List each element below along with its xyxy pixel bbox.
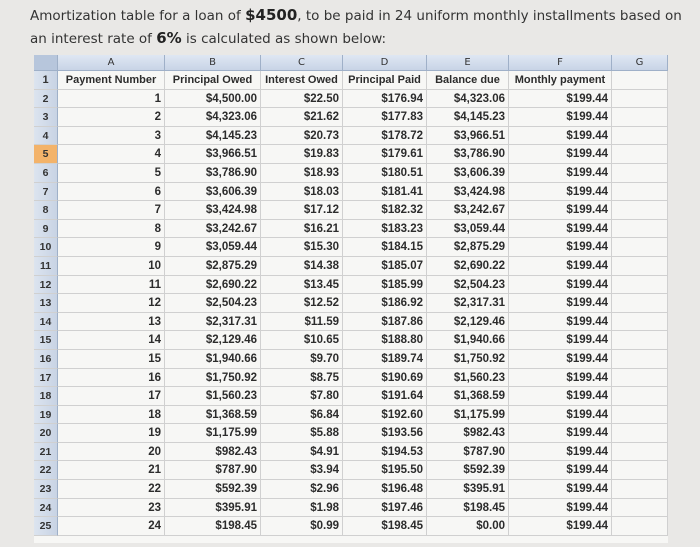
data-cell[interactable]: $1,940.66: [165, 350, 261, 369]
interest-rate: 6%: [156, 29, 182, 47]
data-cell[interactable]: $199.44: [509, 517, 612, 536]
data-cell[interactable]: $199.44: [509, 350, 612, 369]
table-row: [34, 313, 668, 332]
data-cell[interactable]: [612, 238, 668, 257]
data-cell[interactable]: 5: [58, 164, 165, 183]
data-cell[interactable]: $198.45: [165, 517, 261, 536]
table-row: [34, 276, 668, 295]
spreadsheet-grid[interactable]: [34, 71, 668, 536]
data-cell[interactable]: 17: [58, 387, 165, 406]
intro-line2-post: is calculated as shown below:: [186, 31, 387, 47]
data-cell[interactable]: $181.41: [343, 183, 427, 202]
data-cell[interactable]: 20: [58, 443, 165, 462]
data-cell[interactable]: $199.44: [509, 108, 612, 127]
data-cell[interactable]: $2.96: [261, 480, 343, 499]
data-cell[interactable]: [612, 443, 668, 462]
data-cell[interactable]: $199.44: [509, 406, 612, 425]
row-number[interactable]: 10: [34, 238, 58, 257]
data-cell[interactable]: $18.03: [261, 183, 343, 202]
table-row: [34, 294, 668, 313]
row-number[interactable]: 11: [34, 257, 58, 276]
data-cell[interactable]: $10.65: [261, 331, 343, 350]
data-cell[interactable]: $20.73: [261, 127, 343, 146]
data-cell[interactable]: $14.38: [261, 257, 343, 276]
data-cell[interactable]: [612, 499, 668, 518]
header-cell[interactable]: Principal Owed: [165, 71, 261, 90]
data-cell[interactable]: $395.91: [165, 499, 261, 518]
data-cell[interactable]: $178.72: [343, 127, 427, 146]
data-cell[interactable]: $3.94: [261, 461, 343, 480]
data-cell[interactable]: $199.44: [509, 369, 612, 388]
column-header-bar: [34, 55, 668, 71]
header-cell[interactable]: Principal Paid: [343, 71, 427, 90]
data-cell[interactable]: $8.75: [261, 369, 343, 388]
data-cell[interactable]: $1,368.59: [427, 387, 509, 406]
data-cell[interactable]: $189.74: [343, 350, 427, 369]
data-cell[interactable]: 19: [58, 424, 165, 443]
data-cell[interactable]: $787.90: [165, 461, 261, 480]
table-row: [34, 350, 668, 369]
data-cell[interactable]: $197.46: [343, 499, 427, 518]
data-cell[interactable]: $1,750.92: [427, 350, 509, 369]
intro-line-2: [30, 27, 690, 50]
data-cell[interactable]: 9: [58, 238, 165, 257]
data-cell[interactable]: $184.15: [343, 238, 427, 257]
data-cell[interactable]: [612, 183, 668, 202]
row-number[interactable]: 13: [34, 294, 58, 313]
data-cell[interactable]: $2,317.31: [427, 294, 509, 313]
table-row: [34, 127, 668, 146]
row-number[interactable]: 25: [34, 517, 58, 536]
data-cell[interactable]: $4,145.23: [165, 127, 261, 146]
data-cell[interactable]: [612, 108, 668, 127]
data-cell[interactable]: $3,786.90: [165, 164, 261, 183]
column-header-d[interactable]: D: [343, 55, 427, 71]
data-cell[interactable]: [612, 480, 668, 499]
table-row: [34, 369, 668, 388]
data-cell[interactable]: $198.45: [343, 517, 427, 536]
data-cell[interactable]: $2,317.31: [165, 313, 261, 332]
data-cell[interactable]: 18: [58, 406, 165, 425]
data-cell[interactable]: $22.50: [261, 90, 343, 109]
data-cell[interactable]: $199.44: [509, 145, 612, 164]
column-header-a[interactable]: A: [58, 55, 165, 71]
row-number[interactable]: 15: [34, 331, 58, 350]
row-number[interactable]: 6: [34, 164, 58, 183]
data-cell[interactable]: 24: [58, 517, 165, 536]
data-cell[interactable]: $3,606.39: [165, 183, 261, 202]
data-cell[interactable]: 14: [58, 331, 165, 350]
data-cell[interactable]: 4: [58, 145, 165, 164]
data-cell[interactable]: $199.44: [509, 127, 612, 146]
data-cell[interactable]: [612, 145, 668, 164]
data-cell[interactable]: $21.62: [261, 108, 343, 127]
data-cell[interactable]: [612, 127, 668, 146]
data-cell[interactable]: $1,940.66: [427, 331, 509, 350]
data-cell[interactable]: $1,175.99: [165, 424, 261, 443]
data-cell[interactable]: $199.44: [509, 164, 612, 183]
data-cell[interactable]: $199.44: [509, 201, 612, 220]
data-cell[interactable]: $1,560.23: [165, 387, 261, 406]
header-cell[interactable]: Interest Owed: [261, 71, 343, 90]
row-number[interactable]: 9: [34, 220, 58, 239]
table-row: [34, 480, 668, 499]
data-cell[interactable]: [612, 313, 668, 332]
data-cell[interactable]: $3,606.39: [427, 164, 509, 183]
data-cell[interactable]: $3,424.98: [165, 201, 261, 220]
intro-line1-pre: Amortization table for a loan of: [30, 8, 241, 24]
table-row: [34, 517, 668, 536]
column-header-g[interactable]: G: [612, 55, 668, 71]
column-header-b[interactable]: B: [165, 55, 261, 71]
data-cell[interactable]: $199.44: [509, 276, 612, 295]
data-cell[interactable]: $198.45: [427, 499, 509, 518]
loan-amount: $4500: [245, 6, 298, 24]
table-row: [34, 108, 668, 127]
data-cell[interactable]: [612, 276, 668, 295]
data-cell[interactable]: $17.12: [261, 201, 343, 220]
data-cell[interactable]: $3,242.67: [427, 201, 509, 220]
data-cell[interactable]: $12.52: [261, 294, 343, 313]
row-number[interactable]: 2: [34, 90, 58, 109]
data-cell[interactable]: $2,875.29: [165, 257, 261, 276]
data-cell[interactable]: $6.84: [261, 406, 343, 425]
header-cell[interactable]: [612, 71, 668, 90]
data-cell[interactable]: $176.94: [343, 90, 427, 109]
data-cell[interactable]: $18.93: [261, 164, 343, 183]
data-cell[interactable]: $13.45: [261, 276, 343, 295]
data-cell[interactable]: $9.70: [261, 350, 343, 369]
data-cell[interactable]: [612, 220, 668, 239]
table-row: [34, 406, 668, 425]
table-header-row: [34, 71, 668, 90]
data-cell[interactable]: $183.23: [343, 220, 427, 239]
table-row: [34, 145, 668, 164]
data-cell[interactable]: $3,966.51: [165, 145, 261, 164]
data-cell[interactable]: $196.48: [343, 480, 427, 499]
data-cell[interactable]: $199.44: [509, 424, 612, 443]
data-cell[interactable]: 3: [58, 127, 165, 146]
data-cell[interactable]: $199.44: [509, 461, 612, 480]
data-cell[interactable]: $2,129.46: [165, 331, 261, 350]
table-row: [34, 257, 668, 276]
data-cell[interactable]: $199.44: [509, 238, 612, 257]
data-cell[interactable]: $7.80: [261, 387, 343, 406]
data-cell[interactable]: $2,504.23: [165, 294, 261, 313]
row-number[interactable]: 24: [34, 499, 58, 518]
data-cell[interactable]: $4.91: [261, 443, 343, 462]
data-cell[interactable]: $1.98: [261, 499, 343, 518]
data-cell[interactable]: $395.91: [427, 480, 509, 499]
data-cell[interactable]: $2,129.46: [427, 313, 509, 332]
data-cell[interactable]: $199.44: [509, 443, 612, 462]
data-cell[interactable]: $4,145.23: [427, 108, 509, 127]
data-cell[interactable]: $4,323.06: [165, 108, 261, 127]
table-row: [34, 220, 668, 239]
data-cell[interactable]: 16: [58, 369, 165, 388]
table-row: [34, 164, 668, 183]
row-number[interactable]: 16: [34, 350, 58, 369]
row-number[interactable]: 4: [34, 127, 58, 146]
data-cell[interactable]: $4,500.00: [165, 90, 261, 109]
row-number[interactable]: 3: [34, 108, 58, 127]
data-cell[interactable]: 23: [58, 499, 165, 518]
data-cell[interactable]: $3,966.51: [427, 127, 509, 146]
table-row: [34, 201, 668, 220]
data-cell[interactable]: $4,323.06: [427, 90, 509, 109]
data-cell[interactable]: $1,368.59: [165, 406, 261, 425]
row-number[interactable]: 14: [34, 313, 58, 332]
data-cell[interactable]: 6: [58, 183, 165, 202]
row-number[interactable]: 21: [34, 443, 58, 462]
row-number[interactable]: 19: [34, 406, 58, 425]
data-cell[interactable]: [612, 424, 668, 443]
data-cell[interactable]: $199.44: [509, 499, 612, 518]
data-cell[interactable]: $592.39: [165, 480, 261, 499]
data-cell[interactable]: 11: [58, 276, 165, 295]
data-cell[interactable]: 12: [58, 294, 165, 313]
row-number[interactable]: 23: [34, 480, 58, 499]
data-cell[interactable]: $199.44: [509, 90, 612, 109]
data-cell[interactable]: [612, 201, 668, 220]
data-cell[interactable]: $199.44: [509, 387, 612, 406]
data-cell[interactable]: 21: [58, 461, 165, 480]
table-row: [34, 387, 668, 406]
data-cell[interactable]: [612, 369, 668, 388]
data-cell[interactable]: 10: [58, 257, 165, 276]
table-row: [34, 424, 668, 443]
data-cell[interactable]: $193.56: [343, 424, 427, 443]
data-cell[interactable]: $180.51: [343, 164, 427, 183]
spreadsheet[interactable]: [34, 55, 668, 543]
intro-line-1: [30, 4, 690, 27]
data-cell[interactable]: [612, 257, 668, 276]
data-cell[interactable]: $3,242.67: [165, 220, 261, 239]
table-row: [34, 461, 668, 480]
data-cell[interactable]: $177.83: [343, 108, 427, 127]
data-cell[interactable]: $2,690.22: [165, 276, 261, 295]
header-cell[interactable]: Balance due: [427, 71, 509, 90]
data-cell[interactable]: $194.53: [343, 443, 427, 462]
data-cell[interactable]: $199.44: [509, 480, 612, 499]
row-number[interactable]: 1: [34, 71, 58, 90]
data-cell[interactable]: [612, 294, 668, 313]
table-row: [34, 238, 668, 257]
data-cell[interactable]: $195.50: [343, 461, 427, 480]
data-cell[interactable]: $1,560.23: [427, 369, 509, 388]
column-header-e[interactable]: E: [427, 55, 509, 71]
data-cell[interactable]: [612, 90, 668, 109]
data-cell[interactable]: $2,504.23: [427, 276, 509, 295]
data-cell[interactable]: [612, 350, 668, 369]
data-cell[interactable]: $3,059.44: [165, 238, 261, 257]
data-cell[interactable]: $0.99: [261, 517, 343, 536]
data-cell[interactable]: $3,424.98: [427, 183, 509, 202]
data-cell[interactable]: 15: [58, 350, 165, 369]
data-cell[interactable]: [612, 461, 668, 480]
data-cell[interactable]: [612, 387, 668, 406]
data-cell[interactable]: $185.99: [343, 276, 427, 295]
row-number[interactable]: 12: [34, 276, 58, 295]
data-cell[interactable]: $2,690.22: [427, 257, 509, 276]
intro-text: [30, 4, 690, 50]
row-number[interactable]: 5: [34, 145, 58, 164]
data-cell[interactable]: $192.60: [343, 406, 427, 425]
data-cell[interactable]: $15.30: [261, 238, 343, 257]
data-cell[interactable]: 7: [58, 201, 165, 220]
intro-line1-post: , to be paid in 24 uniform monthly installments based on: [297, 8, 682, 24]
data-cell[interactable]: $19.83: [261, 145, 343, 164]
data-cell[interactable]: $16.21: [261, 220, 343, 239]
data-cell[interactable]: $982.43: [165, 443, 261, 462]
data-cell[interactable]: $0.00: [427, 517, 509, 536]
data-cell[interactable]: $187.86: [343, 313, 427, 332]
data-cell[interactable]: [612, 331, 668, 350]
header-cell[interactable]: Monthly payment: [509, 71, 612, 90]
column-header-c[interactable]: C: [261, 55, 343, 71]
data-cell[interactable]: $199.44: [509, 313, 612, 332]
data-cell[interactable]: 22: [58, 480, 165, 499]
data-cell[interactable]: $3,786.90: [427, 145, 509, 164]
data-cell[interactable]: $199.44: [509, 220, 612, 239]
row-number[interactable]: 22: [34, 461, 58, 480]
header-cell[interactable]: Payment Number: [58, 71, 165, 90]
data-cell[interactable]: $182.32: [343, 201, 427, 220]
data-cell[interactable]: 1: [58, 90, 165, 109]
table-row: [34, 183, 668, 202]
data-cell[interactable]: $592.39: [427, 461, 509, 480]
data-cell[interactable]: [612, 164, 668, 183]
row-number[interactable]: 20: [34, 424, 58, 443]
data-cell[interactable]: [612, 517, 668, 536]
row-number[interactable]: 17: [34, 369, 58, 388]
data-cell[interactable]: $3,059.44: [427, 220, 509, 239]
data-cell[interactable]: $199.44: [509, 257, 612, 276]
data-cell[interactable]: 13: [58, 313, 165, 332]
data-cell[interactable]: $185.07: [343, 257, 427, 276]
data-cell[interactable]: $11.59: [261, 313, 343, 332]
data-cell[interactable]: $188.80: [343, 331, 427, 350]
select-all-corner[interactable]: [34, 55, 58, 71]
data-cell[interactable]: $787.90: [427, 443, 509, 462]
row-number[interactable]: 7: [34, 183, 58, 202]
data-cell[interactable]: 2: [58, 108, 165, 127]
data-cell[interactable]: $190.69: [343, 369, 427, 388]
data-cell[interactable]: $186.92: [343, 294, 427, 313]
data-cell[interactable]: $191.64: [343, 387, 427, 406]
data-cell[interactable]: $1,175.99: [427, 406, 509, 425]
table-row: [34, 90, 668, 109]
intro-line2-pre: an interest rate of: [30, 31, 152, 47]
row-number[interactable]: 8: [34, 201, 58, 220]
data-cell[interactable]: $199.44: [509, 183, 612, 202]
data-cell[interactable]: $982.43: [427, 424, 509, 443]
data-cell[interactable]: $179.61: [343, 145, 427, 164]
data-cell[interactable]: [612, 406, 668, 425]
table-row: [34, 499, 668, 518]
table-row: [34, 443, 668, 462]
data-cell[interactable]: $199.44: [509, 331, 612, 350]
data-cell[interactable]: $199.44: [509, 294, 612, 313]
data-cell[interactable]: $1,750.92: [165, 369, 261, 388]
data-cell[interactable]: $2,875.29: [427, 238, 509, 257]
data-cell[interactable]: $5.88: [261, 424, 343, 443]
column-header-f[interactable]: F: [509, 55, 612, 71]
table-row: [34, 331, 668, 350]
row-number[interactable]: 18: [34, 387, 58, 406]
data-cell[interactable]: 8: [58, 220, 165, 239]
